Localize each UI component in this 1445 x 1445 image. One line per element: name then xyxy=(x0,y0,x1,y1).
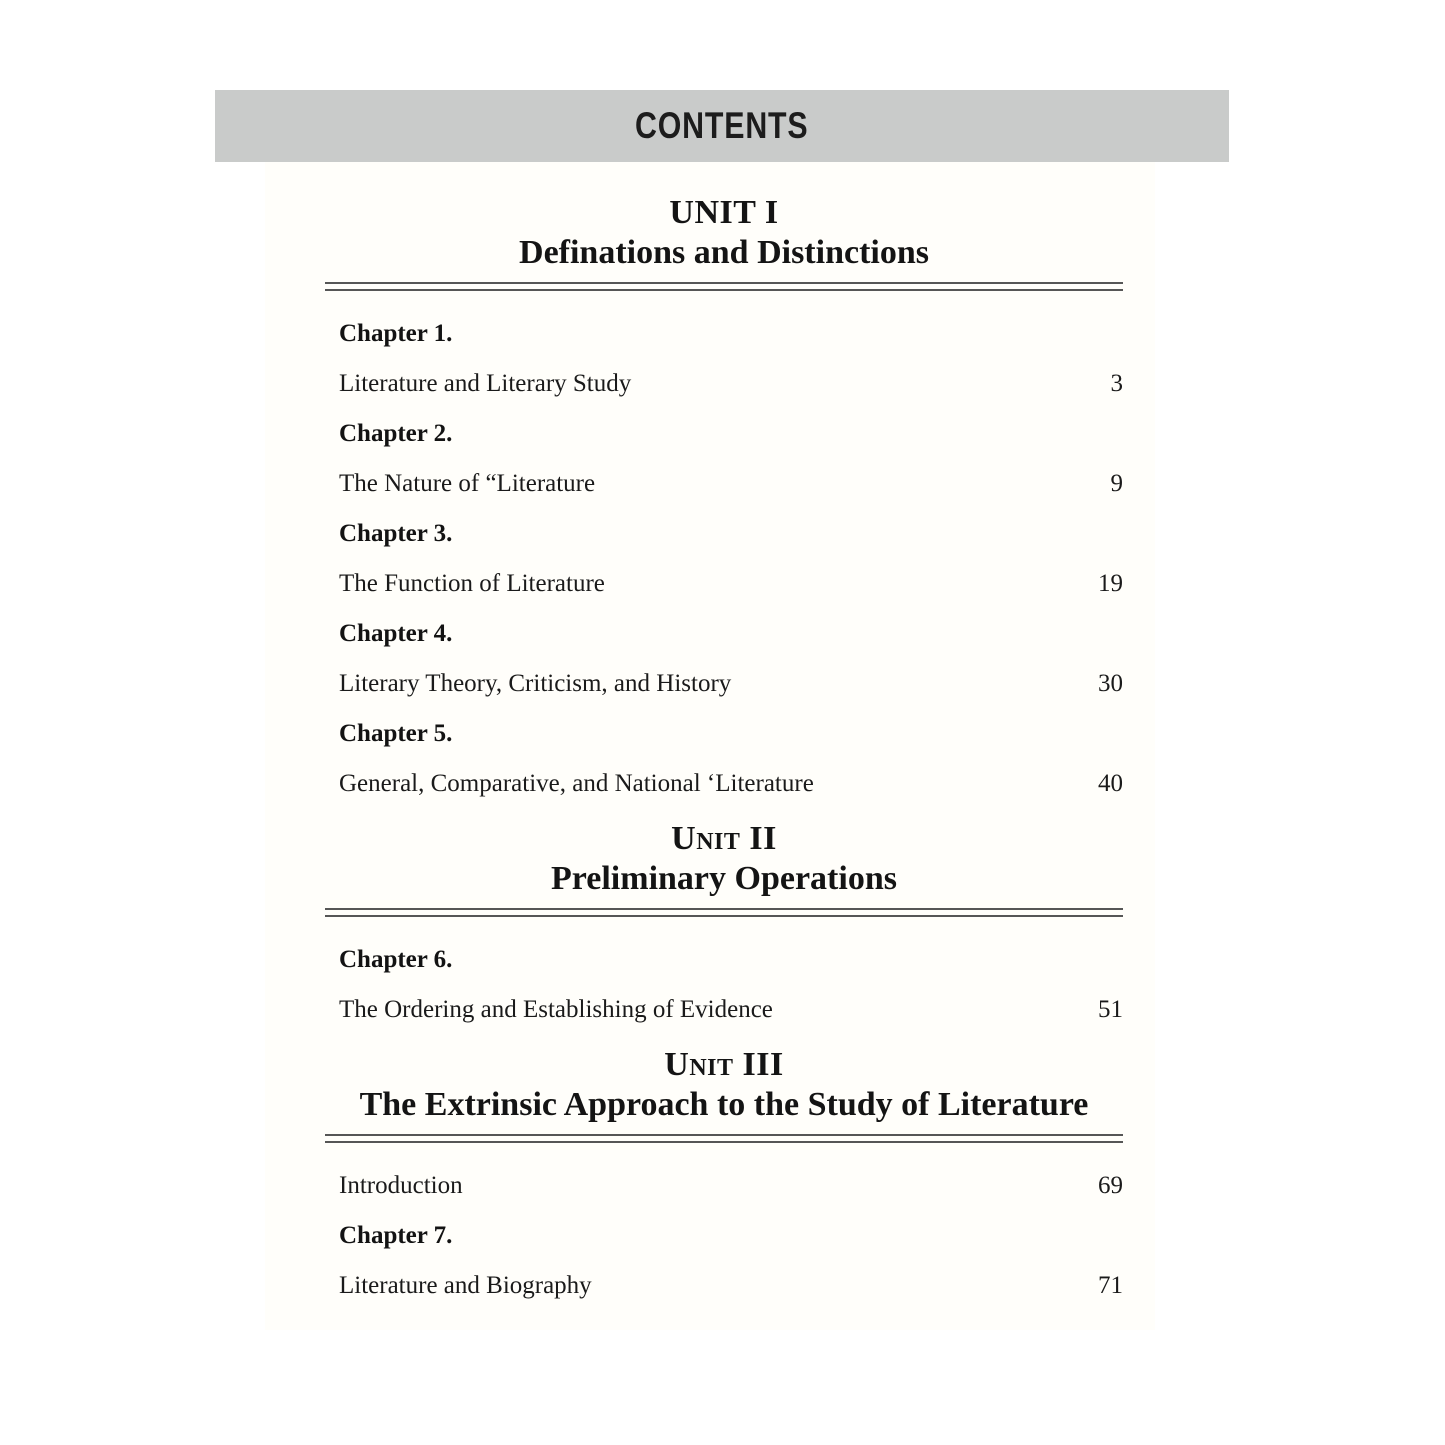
entry-title: General, Comparative, and National ‘Literature xyxy=(339,770,814,797)
entry-title: The Function of Literature xyxy=(339,570,605,597)
entry-page-number: 51 xyxy=(1098,996,1123,1023)
toc-chapter-heading xyxy=(325,609,1123,659)
unit-1-entries xyxy=(325,291,1123,809)
toc-chapter-heading xyxy=(325,935,1123,985)
unit-1-title: Definations and Distinctions xyxy=(519,234,929,271)
entry-title: Introduction xyxy=(339,1172,463,1199)
double-rule xyxy=(325,282,1123,291)
toc-entry xyxy=(325,985,1123,1035)
entry-page-number: 69 xyxy=(1098,1172,1123,1199)
chapter-label: Chapter 6. xyxy=(339,946,453,973)
entry-title: The Ordering and Establishing of Evidence xyxy=(339,996,773,1023)
chapter-label: Chapter 1. xyxy=(339,320,453,347)
double-rule xyxy=(325,908,1123,917)
unit-3-label: Unit III xyxy=(664,1046,784,1083)
unit-2-title: Preliminary Operations xyxy=(551,860,897,897)
unit-1-label: UNIT I xyxy=(669,194,779,231)
toc-entry xyxy=(325,559,1123,609)
table-of-contents xyxy=(325,185,1123,1311)
toc-chapter-heading xyxy=(325,309,1123,359)
toc-chapter-heading xyxy=(325,709,1123,759)
chapter-label: Chapter 4. xyxy=(339,620,453,647)
toc-entry xyxy=(325,659,1123,709)
entry-page-number: 3 xyxy=(1110,370,1123,397)
contents-header-bar xyxy=(215,90,1229,162)
chapter-label: Chapter 7. xyxy=(339,1222,453,1249)
toc-entry xyxy=(325,359,1123,409)
unit-2-entries xyxy=(325,917,1123,1035)
toc-entry xyxy=(325,1261,1123,1311)
toc-entry xyxy=(325,459,1123,509)
chapter-label: Chapter 2. xyxy=(339,420,453,447)
unit-3-entries xyxy=(325,1143,1123,1311)
entry-title: Literary Theory, Criticism, and History xyxy=(339,670,732,697)
toc-chapter-heading xyxy=(325,509,1123,559)
page-title: CONTENTS xyxy=(635,105,809,146)
unit-2-label: Unit II xyxy=(671,820,777,857)
entry-page-number: 30 xyxy=(1098,670,1123,697)
unit-3-title: The Extrinsic Approach to the Study of Literature xyxy=(359,1086,1089,1123)
entry-title: Literature and Biography xyxy=(339,1272,592,1299)
entry-page-number: 9 xyxy=(1110,470,1123,497)
entry-title: Literature and Literary Study xyxy=(339,370,632,397)
entry-page-number: 19 xyxy=(1098,570,1123,597)
chapter-label: Chapter 3. xyxy=(339,520,453,547)
toc-chapter-heading xyxy=(325,1211,1123,1261)
double-rule xyxy=(325,1134,1123,1143)
toc-chapter-heading xyxy=(325,409,1123,459)
toc-entry xyxy=(325,759,1123,809)
chapter-label: Chapter 5. xyxy=(339,720,453,747)
entry-page-number: 40 xyxy=(1098,770,1123,797)
entry-page-number: 71 xyxy=(1098,1272,1123,1299)
entry-title: The Nature of “Literature xyxy=(339,470,596,497)
toc-entry xyxy=(325,1161,1123,1211)
